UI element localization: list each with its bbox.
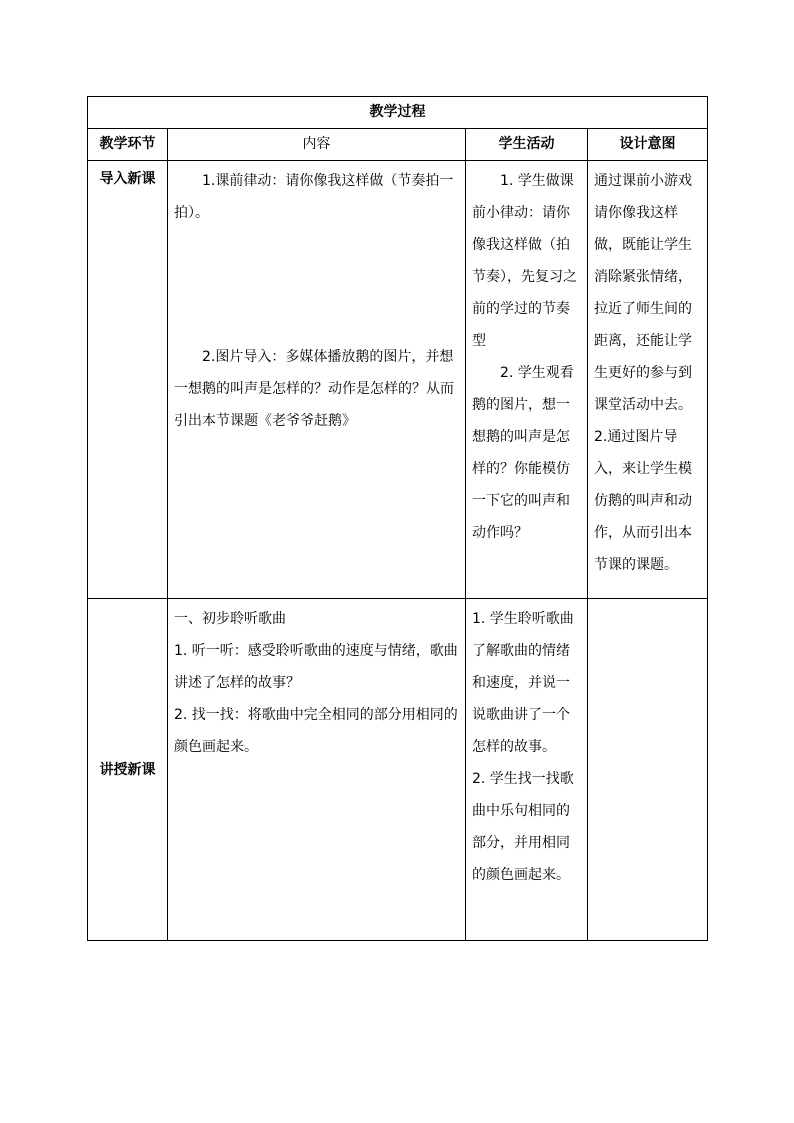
table-row: [88, 161, 708, 599]
stage-cell: 导入新课: [88, 161, 168, 599]
activity-paragraph: 2. 学生观看鹅的图片，想一想鹅的叫声是怎样的？你能模仿一下它的叫声和动作吗？: [472, 365, 574, 541]
activity-cell: [466, 599, 588, 941]
table-row: [88, 599, 708, 941]
content-paragraph: 1. 听一听：感受聆听歌曲的速度与情绪，歌曲讲述了怎样的故事？: [174, 643, 458, 691]
content-paragraph: 一、初步聆听歌曲: [174, 611, 286, 627]
activity-paragraph: 1. 学生做课前小律动：请你像我这样做（拍节奏），先复习之前的学过的节奏型: [472, 173, 577, 349]
table-title: 教学过程: [88, 97, 708, 129]
content-paragraph: 1.课前律动：请你像我这样做（节奏拍一拍）。: [174, 173, 454, 221]
teaching-process-table: [87, 96, 708, 941]
content-cell: [168, 599, 466, 941]
header-activity: 学生活动: [466, 129, 588, 161]
header-intent: 设计意图: [588, 129, 708, 161]
content-paragraph: 2. 找一找：将歌曲中完全相同的部分用相同的颜色画起来。: [174, 707, 458, 755]
header-content: 内容: [168, 129, 466, 161]
intent-paragraph: 通过课前小游戏 请你像我这样做，既能让学生消除紧张情绪，拉近了师生间的距离，还能让学生更好的参与到课堂活动中去。: [594, 173, 692, 413]
stage-cell: 讲授新课: [88, 599, 168, 941]
activity-paragraph: 1. 学生聆听歌曲了解歌曲的情绪和速度，并说一说歌曲讲了一个怎样的故事。: [472, 611, 574, 755]
intent-paragraph: 2.通过图片导入，来让学生模仿鹅的叫声和动作，从而引出本节课的课题。: [594, 429, 692, 573]
content-cell: [168, 161, 466, 599]
intent-cell: [588, 161, 708, 599]
activity-cell: [466, 161, 588, 599]
activity-paragraph: 2. 学生找一找歌曲中乐句相同的部分，并用相同的颜色画起来。: [472, 771, 574, 883]
spacer: [174, 229, 459, 341]
content-paragraph: 2.图片导入：多媒体播放鹅的图片，并想一想鹅的叫声是怎样的？动作是怎样的？从而引出本节课题《老爷爷赶鹅》: [174, 349, 454, 429]
intent-cell: [588, 599, 708, 941]
header-stage: 教学环节: [88, 129, 168, 161]
